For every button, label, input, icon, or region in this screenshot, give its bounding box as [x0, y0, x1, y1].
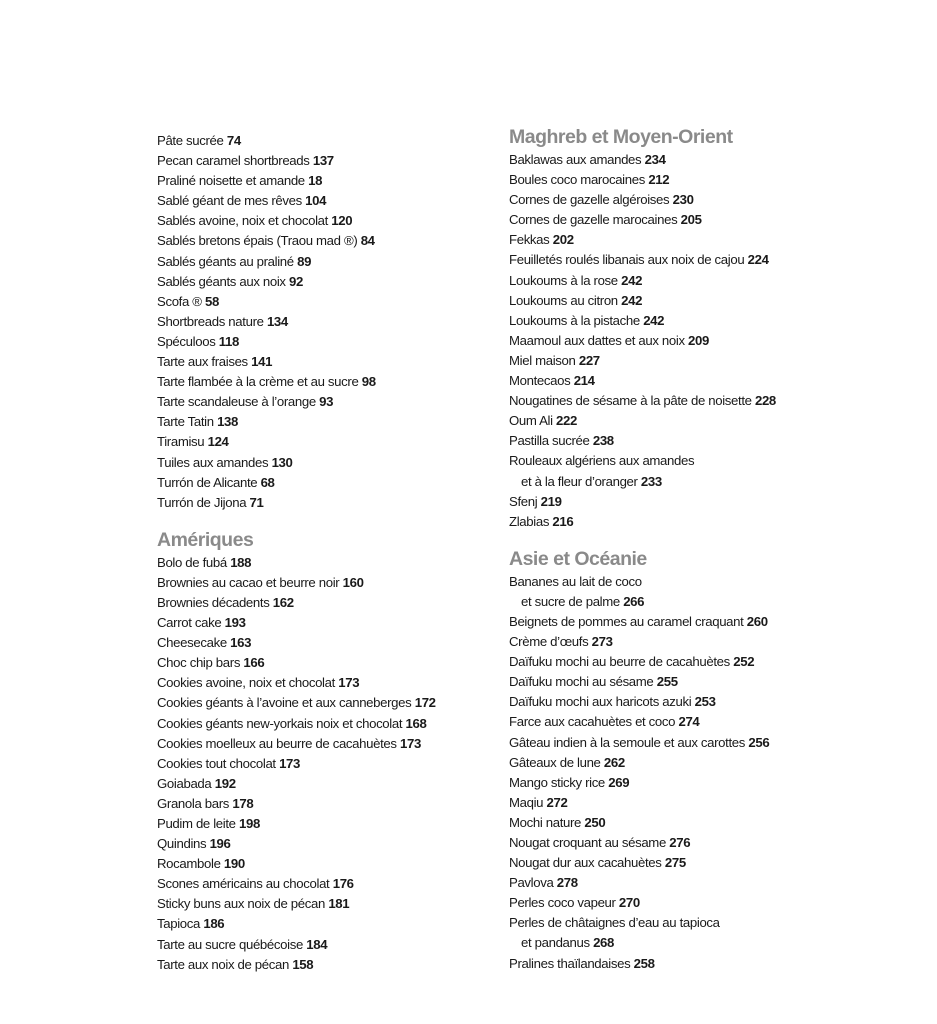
index-entry [509, 311, 889, 331]
top-entries-list [157, 131, 497, 513]
page-number: 158 [292, 956, 314, 972]
index-entry [157, 151, 497, 171]
index-entry [509, 150, 889, 170]
index-entry [157, 453, 497, 473]
recipe-name: Tarte scandaleuse à l’orange [157, 394, 316, 410]
page-number: 212 [648, 172, 670, 188]
page-number: 278 [556, 875, 578, 891]
recipe-name: Tarte flambée à la crème et au sucre [157, 374, 359, 390]
recipe-name: Bolo de fubá [157, 554, 227, 570]
page-number: 219 [540, 493, 562, 509]
recipe-name: Mochi nature [509, 814, 582, 830]
recipe-name: Tarte aux fraises [157, 354, 248, 370]
index-entry [509, 632, 889, 652]
page-number: 275 [664, 855, 686, 871]
page-number: 224 [747, 252, 769, 268]
recipe-name: Sablés géants aux noix [157, 273, 286, 289]
recipe-name: Fekkas [509, 232, 550, 248]
page-number: 71 [249, 494, 264, 510]
recipe-name: Daïfuku mochi au beurre de cacahuètes [509, 654, 730, 670]
index-entry [157, 231, 497, 251]
page-number: 269 [608, 774, 630, 790]
index-entry [157, 292, 497, 312]
page-number: 181 [328, 896, 350, 912]
recipe-name: Quindins [157, 836, 207, 852]
page-number: 242 [621, 292, 643, 308]
index-entry [157, 553, 497, 573]
page-number: 184 [306, 936, 328, 952]
recipe-name: Scones américains au chocolat [157, 876, 330, 892]
index-entry [157, 473, 497, 493]
recipe-name: Brownies décadents [157, 594, 270, 610]
page-number: 233 [640, 473, 662, 489]
page-number: 202 [552, 232, 574, 248]
index-entry [509, 472, 889, 492]
index-entry [157, 372, 497, 392]
maghreb-entries-list [509, 150, 889, 532]
index-entry [509, 331, 889, 351]
recipe-name: Brownies au cacao et beurre noir [157, 574, 340, 590]
page-number: 238 [592, 433, 614, 449]
page-number: 272 [546, 794, 568, 810]
recipe-name: Pudim de leite [157, 816, 236, 831]
recipe-name: Perles coco vapeur [509, 895, 616, 911]
page-number: 160 [342, 574, 364, 590]
page-number: 256 [748, 734, 770, 750]
recipe-name: et pandanus [521, 935, 590, 951]
recipe-name: Choc chip bars [157, 655, 241, 671]
recipe-name: Pecan caramel shortbreads [157, 153, 310, 169]
page-number: 130 [271, 454, 293, 470]
asie-entries-list [509, 572, 889, 974]
index-entry [157, 171, 497, 191]
recipe-name: Shortbreads nature [157, 313, 264, 329]
recipe-name: Tarte Tatin [157, 414, 214, 430]
index-entry [157, 955, 497, 975]
page-number: 186 [203, 916, 225, 932]
index-entry [157, 693, 497, 713]
recipe-name: Nougat croquant au sésame [509, 835, 666, 850]
recipe-name: Praliné noisette et amande [157, 173, 305, 189]
index-entry [509, 753, 889, 773]
page-number: 252 [733, 654, 755, 670]
page-number: 266 [623, 593, 645, 609]
index-entry [157, 493, 497, 513]
recipe-name: Rouleaux algériens aux amandes [509, 453, 695, 469]
page-number: 258 [633, 955, 655, 971]
page-number: 134 [266, 313, 288, 329]
page-number: 250 [584, 814, 606, 830]
recipe-name: Bananes au lait de coco [509, 573, 642, 589]
page-number: 262 [603, 754, 625, 770]
page-number: 242 [621, 272, 643, 288]
index-entry [157, 673, 497, 693]
recipe-name: Pastilla sucrée [509, 433, 590, 449]
index-entry [157, 914, 497, 934]
page-number: 268 [593, 935, 615, 951]
page-number: 84 [360, 233, 375, 249]
index-entry [509, 712, 889, 732]
section-title-maghreb: Maghreb et Moyen-Orient [509, 126, 733, 148]
recipe-name: Miel maison [509, 352, 576, 368]
recipe-name: Pralines thaïlandaises [509, 955, 631, 971]
index-entry [157, 613, 497, 633]
recipe-name: Maqiu [509, 794, 544, 810]
page-number: 260 [746, 613, 768, 629]
recipe-name: Cornes de gazelle marocaines [509, 212, 678, 228]
recipe-name: Gâteau indien à la semoule et aux carottes [509, 734, 746, 750]
page-number: 74 [226, 133, 241, 148]
index-entry [157, 794, 497, 814]
page-number: 173 [338, 675, 360, 691]
page-number: 137 [312, 153, 334, 169]
index-entry [509, 271, 889, 291]
page-number: 242 [643, 312, 665, 328]
page-number: 222 [556, 413, 577, 429]
recipe-name: Farce aux cacahuètes et coco [509, 714, 676, 730]
index-entry [509, 873, 889, 893]
recipe-name: Pavlova [509, 875, 554, 891]
index-entry [157, 392, 497, 412]
recipe-name: Maamoul aux dattes et aux noix [509, 332, 685, 348]
page-number: 18 [308, 173, 323, 189]
recipe-name: Sablés bretons épais (Traou mad ®) [157, 233, 358, 249]
page-number: 274 [678, 714, 700, 730]
page-number: 228 [754, 393, 776, 409]
index-entry [509, 451, 889, 471]
page-number: 58 [204, 293, 219, 309]
page-number: 98 [361, 374, 376, 390]
recipe-name: Turrón de Alicante [157, 474, 258, 490]
recipe-name: Cornes de gazelle algéroises [509, 192, 670, 208]
index-entry [509, 773, 889, 793]
index-entry [509, 933, 889, 953]
index-entry [509, 893, 889, 913]
index-entry [509, 652, 889, 672]
index-entry [157, 754, 497, 774]
index-entry [509, 230, 889, 250]
recipe-name: Loukoums au citron [509, 292, 618, 308]
recipe-name: Goiabada [157, 775, 212, 791]
index-entry [509, 572, 889, 592]
recipe-name: Cheesecake [157, 635, 227, 651]
index-entry [509, 672, 889, 692]
index-entry [157, 854, 497, 874]
index-entry [157, 653, 497, 673]
recipe-name: Oum Ali [509, 413, 553, 429]
recipe-name: et à la fleur d’oranger [521, 473, 638, 489]
index-entry [509, 431, 889, 451]
page-number: 205 [680, 212, 702, 228]
index-entry [509, 250, 889, 270]
column-spacer [157, 124, 497, 131]
recipe-name: Granola bars [157, 795, 230, 811]
index-entry [509, 411, 889, 431]
page-number: 276 [669, 835, 691, 850]
index-entry [509, 793, 889, 813]
index-entry [509, 371, 889, 391]
recipe-name: Carrot cake [157, 615, 222, 631]
page-number: 173 [399, 735, 421, 751]
index-entry [157, 874, 497, 894]
index-entry [157, 774, 497, 794]
recipe-name: Cookies géants new-yorkais noix et chocolat [157, 715, 403, 731]
recipe-name: Tiramisu [157, 434, 205, 450]
index-entry [509, 291, 889, 311]
index-entry [509, 733, 889, 753]
recipe-name: Cookies moelleux au beurre de cacahuètes [157, 735, 397, 751]
page-number: 216 [552, 513, 574, 529]
index-entry [509, 391, 889, 411]
index-entry [157, 814, 497, 834]
section-gap [157, 513, 497, 527]
recipe-name: Tapioca [157, 916, 201, 932]
recipe-name: Sablés géants au praliné [157, 253, 294, 269]
index-entry [157, 714, 497, 734]
index-entry [509, 954, 889, 974]
recipe-name: Baklawas aux amandes [509, 152, 642, 167]
page-number: 227 [578, 352, 600, 368]
page-number: 118 [218, 333, 239, 349]
recipe-name: Pâte sucrée [157, 133, 224, 148]
index-entry [509, 612, 889, 632]
index-entry [157, 191, 497, 211]
recipe-name: Daïfuku mochi aux haricots azuki [509, 694, 692, 710]
recipe-name: et sucre de palme [521, 593, 620, 609]
recipe-name: Sfenj [509, 493, 538, 509]
index-entry [157, 894, 497, 914]
page-number: 124 [207, 434, 229, 450]
index-entry [157, 272, 497, 292]
page-number: 120 [331, 213, 353, 229]
page-number: 209 [688, 332, 709, 348]
index-entry [509, 813, 889, 833]
index-entry [157, 252, 497, 272]
recipe-name: Montecaos [509, 373, 571, 389]
recipe-name: Boules coco marocaines [509, 172, 645, 188]
recipe-name: Sticky buns aux noix de pécan [157, 896, 325, 912]
page-number: 141 [251, 354, 273, 370]
page-number: 192 [214, 775, 236, 791]
index-entry [157, 834, 497, 854]
page-number: 168 [405, 715, 427, 731]
index-entry [157, 211, 497, 231]
page-number: 178 [232, 795, 254, 811]
page-number: 172 [414, 695, 436, 711]
recipe-name: Feuilletés roulés libanais aux noix de cajou [509, 252, 745, 268]
right-column [509, 124, 889, 974]
index-entry [157, 935, 497, 955]
index-entry [157, 734, 497, 754]
page-number: 270 [618, 895, 640, 911]
page-number: 234 [644, 152, 666, 167]
index-entry [157, 131, 497, 151]
index-entry [509, 190, 889, 210]
recipe-name: Tarte au sucre québécoise [157, 936, 303, 952]
page-number: 214 [573, 373, 595, 389]
page-number: 196 [209, 836, 231, 852]
index-entry [509, 592, 889, 612]
recipe-name: Rocambole [157, 856, 221, 872]
recipe-name: Cookies avoine, noix et chocolat [157, 675, 335, 691]
page-number: 198 [239, 816, 260, 831]
section-title-asie: Asie et Océanie [509, 547, 647, 570]
page-number: 104 [305, 193, 327, 209]
page-number: 89 [297, 253, 312, 269]
index-entry [509, 170, 889, 190]
page-number: 93 [319, 394, 334, 410]
left-column [157, 124, 497, 975]
recipe-name: Mango sticky rice [509, 774, 605, 790]
index-entry [509, 853, 889, 873]
index-entry [157, 332, 497, 352]
recipe-name: Scofa ® [157, 293, 202, 309]
recipe-name: Cookies géants à l’avoine et aux canneberges [157, 695, 412, 711]
recipe-name: Beignets de pommes au caramel craquant [509, 613, 744, 629]
index-entry [157, 573, 497, 593]
page-number: 166 [243, 655, 265, 671]
page-number: 162 [272, 594, 294, 610]
section-gap [509, 532, 889, 546]
ameriques-entries-list [157, 553, 497, 975]
recipe-name: Tarte aux noix de pécan [157, 956, 289, 972]
page-number: 273 [591, 634, 613, 650]
index-entry [157, 432, 497, 452]
index-entry [157, 312, 497, 332]
recipe-name: Spéculoos [157, 333, 216, 349]
recipe-name: Sablés avoine, noix et chocolat [157, 213, 328, 229]
recipe-name: Daïfuku mochi au sésame [509, 674, 654, 690]
page-number: 173 [279, 755, 301, 771]
index-entry [157, 633, 497, 653]
recipe-name: Loukoums à la pistache [509, 312, 640, 328]
section-title-ameriques: Amériques [157, 528, 254, 551]
index-entry [509, 913, 889, 933]
index-entry [509, 351, 889, 371]
recipe-name: Turrón de Jijona [157, 494, 247, 510]
index-entry [509, 210, 889, 230]
recipe-name: Tuiles aux amandes [157, 454, 269, 470]
recipe-name: Nougat dur aux cacahuètes [509, 855, 662, 871]
page-number: 163 [230, 635, 252, 651]
recipe-name: Gâteaux de lune [509, 754, 601, 770]
page-number: 138 [217, 414, 239, 430]
recipe-name: Crème d’œufs [509, 634, 589, 650]
page-number: 193 [224, 615, 246, 631]
recipe-name: Cookies tout chocolat [157, 755, 276, 771]
index-entry [509, 692, 889, 712]
page-number: 92 [289, 273, 303, 289]
page-number: 176 [332, 876, 354, 892]
index-entry [157, 593, 497, 613]
index-entry [157, 352, 497, 372]
page-number: 230 [672, 192, 694, 208]
index-entry [157, 412, 497, 432]
recipe-name: Loukoums à la rose [509, 272, 618, 288]
page-number: 255 [656, 674, 678, 690]
page-number: 188 [230, 554, 252, 570]
recipe-name: Zlabias [509, 513, 550, 529]
recipe-name: Sablé géant de mes rêves [157, 193, 302, 209]
page-number: 68 [260, 474, 275, 490]
index-entry [509, 833, 889, 853]
page-number: 253 [694, 694, 716, 710]
recipe-name: Perles de châtaignes d’eau au tapioca [509, 915, 720, 931]
index-entry [509, 492, 889, 512]
recipe-name: Nougatines de sésame à la pâte de noisette [509, 393, 752, 409]
page-number: 190 [223, 856, 245, 872]
index-entry [509, 512, 889, 532]
